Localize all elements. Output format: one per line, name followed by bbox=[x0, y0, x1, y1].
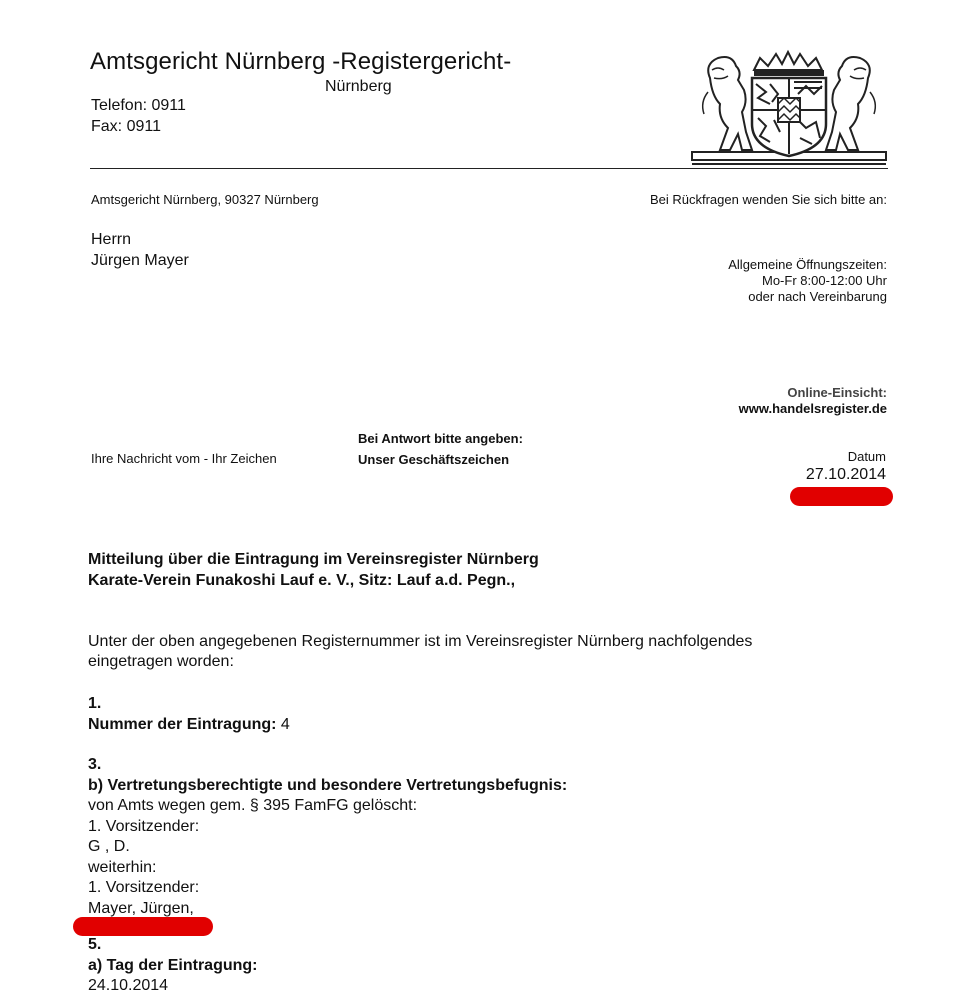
entry-number-5: 5. bbox=[88, 936, 102, 953]
recipient-salutation: Herrn bbox=[91, 231, 132, 248]
subject-line-1: Mitteilung über die Eintragung im Vereinsregister Nürnberg bbox=[88, 551, 539, 568]
removed-line: von Amts wegen gem. § 395 FamFG gelöscht: bbox=[88, 797, 418, 814]
bavarian-coat-of-arms-icon bbox=[690, 48, 888, 166]
current-person: Mayer, Jürgen, bbox=[88, 899, 194, 917]
sender-address-line: Amtsgericht Nürnberg, 90327 Nürnberg bbox=[91, 192, 319, 207]
representation-title: b) Vertretungsberechtigte und besondere Vertretungsbefugnis: bbox=[88, 776, 568, 794]
spacer bbox=[88, 735, 567, 755]
opening-hours-alt: oder nach Vereinbarung bbox=[748, 289, 887, 304]
subject-line-2: Karate-Verein Funakoshi Lauf e. V., Sitz: Lauf a.d. Pegn., bbox=[88, 572, 516, 589]
body-paragraph bbox=[88, 632, 752, 672]
register-entries bbox=[88, 694, 567, 997]
recipient-block bbox=[91, 229, 189, 271]
your-message-label: Ihre Nachricht vom - Ihr Zeichen bbox=[91, 451, 277, 466]
recipient-name: Jürgen Mayer bbox=[91, 252, 189, 269]
header-divider bbox=[90, 168, 888, 169]
entry-day-value: 24.10.2014 bbox=[88, 977, 169, 994]
chair-label-1: 1. Vorsitzender: bbox=[88, 817, 200, 835]
online-inspection-url: www.handelsregister.de bbox=[738, 401, 887, 416]
date-value: 27.10.2014 bbox=[805, 466, 886, 483]
body-line-1: Unter der oben angegebenen Registernummer ist im Vereinsregister Nürnberg nachfolgendes bbox=[88, 633, 753, 650]
entry-number-1: 1. bbox=[88, 695, 102, 712]
date-label: Datum bbox=[847, 449, 886, 464]
opening-hours bbox=[728, 257, 887, 305]
inquiry-label: Bei Rückfragen wenden Sie sich bitte an: bbox=[649, 192, 887, 207]
court-phone: Telefon: 0911 bbox=[91, 97, 186, 114]
entry-day-label: a) Tag der Eintragung: bbox=[88, 956, 258, 974]
entry-number-row bbox=[88, 715, 567, 736]
file-reference-label: Unser Geschäftszeichen bbox=[358, 452, 510, 467]
body-line-2: eingetragen worden: bbox=[88, 653, 234, 670]
court-city: Nürnberg bbox=[325, 78, 392, 95]
further-label: weiterhin: bbox=[88, 858, 157, 876]
redaction-mark bbox=[73, 917, 213, 936]
entry-number-value: 4 bbox=[276, 715, 290, 733]
court-fax: Fax: 0911 bbox=[91, 118, 161, 135]
removed-person: G , D. bbox=[88, 838, 130, 855]
chair-label-2: 1. Vorsitzender: bbox=[88, 879, 200, 896]
entry-number-label: Nummer der Eintragung: bbox=[88, 715, 277, 733]
redaction-mark bbox=[790, 487, 893, 506]
opening-hours-times: Mo-Fr 8:00-12:00 Uhr bbox=[762, 273, 887, 288]
opening-hours-label: Allgemeine Öffnungszeiten: bbox=[728, 257, 887, 272]
entry-number-3: 3. bbox=[88, 756, 102, 773]
online-inspection-label: Online-Einsicht: bbox=[787, 385, 887, 400]
court-name: Amtsgericht Nürnberg -Registergericht- bbox=[90, 48, 512, 75]
reply-hint: Bei Antwort bitte angeben: bbox=[358, 431, 523, 446]
